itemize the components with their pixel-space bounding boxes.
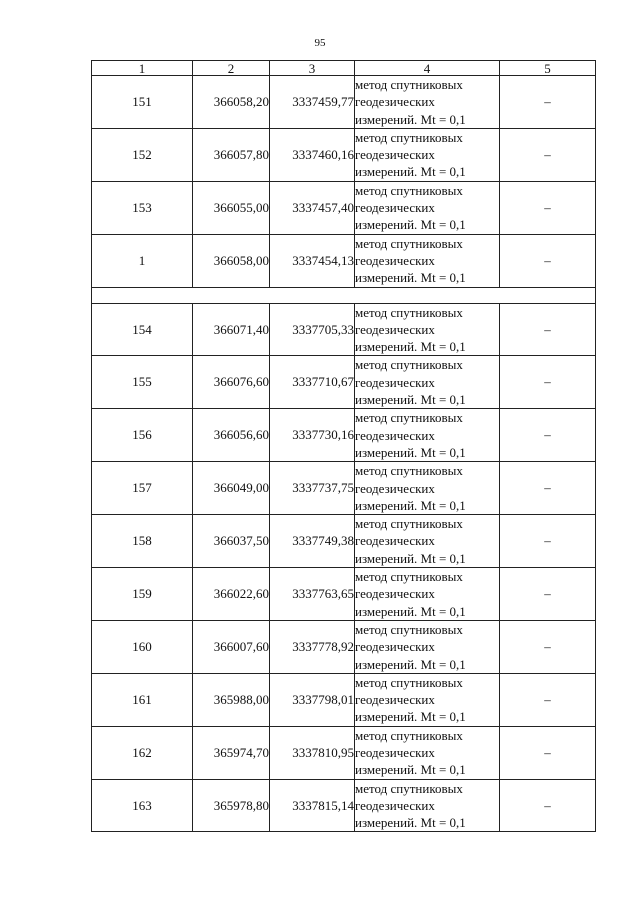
method-line: измерений. Mt = 0,1 — [355, 762, 466, 778]
method-cell — [355, 76, 500, 129]
method-cell — [355, 726, 500, 779]
table-row — [92, 181, 596, 234]
point-number-cell: 151 — [92, 76, 193, 129]
column-5-cell: – — [500, 779, 596, 832]
method-line: геодезических — [355, 744, 435, 760]
x-coordinate-cell: 366056,60 — [193, 409, 270, 462]
method-line: измерений. Mt = 0,1 — [355, 270, 466, 286]
y-coordinate-cell: 3337778,92 — [270, 620, 355, 673]
method-line: измерений. Mt = 0,1 — [355, 550, 466, 566]
column-5-cell: – — [500, 726, 596, 779]
method-line: геодезических — [355, 200, 435, 216]
y-coordinate-cell: 3337459,77 — [270, 76, 355, 129]
method-line: измерений. Mt = 0,1 — [355, 497, 466, 513]
method-line: метод спутниковых — [355, 780, 463, 796]
point-number-cell: 159 — [92, 568, 193, 621]
method-line: метод спутниковых — [355, 516, 463, 532]
table-row — [92, 620, 596, 673]
y-coordinate-cell: 3337460,16 — [270, 128, 355, 181]
method-line: геодезических — [355, 480, 435, 496]
x-coordinate-cell: 365988,00 — [193, 673, 270, 726]
column-header: 1 — [92, 61, 193, 76]
method-line: измерений. Mt = 0,1 — [355, 656, 466, 672]
method-line: метод спутниковых — [355, 129, 463, 145]
column-5-cell: – — [500, 462, 596, 515]
table-header-row — [92, 61, 596, 76]
point-number-cell: 152 — [92, 128, 193, 181]
table-row — [92, 515, 596, 568]
method-line: метод спутниковых — [355, 621, 463, 637]
column-5-cell: – — [500, 303, 596, 356]
method-line: измерений. Mt = 0,1 — [355, 217, 466, 233]
method-line: метод спутниковых — [355, 727, 463, 743]
x-coordinate-cell: 366022,60 — [193, 568, 270, 621]
method-cell — [355, 673, 500, 726]
table-row — [92, 462, 596, 515]
method-line: геодезических — [355, 252, 435, 268]
method-line: метод спутниковых — [355, 77, 463, 92]
table-row — [92, 76, 596, 129]
point-number-cell: 163 — [92, 779, 193, 832]
table-row — [92, 356, 596, 409]
method-line: геодезических — [355, 94, 435, 110]
y-coordinate-cell: 3337730,16 — [270, 409, 355, 462]
method-line: геодезических — [355, 533, 435, 549]
method-line: геодезических — [355, 692, 435, 708]
x-coordinate-cell: 366007,60 — [193, 620, 270, 673]
method-line: измерений. Mt = 0,1 — [355, 444, 466, 460]
method-cell — [355, 356, 500, 409]
method-cell — [355, 303, 500, 356]
method-cell — [355, 779, 500, 832]
column-5-cell: – — [500, 515, 596, 568]
method-line: геодезических — [355, 586, 435, 602]
point-number-cell: 161 — [92, 673, 193, 726]
method-line: измерений. Mt = 0,1 — [355, 111, 466, 127]
y-coordinate-cell: 3337705,33 — [270, 303, 355, 356]
column-header: 3 — [270, 61, 355, 76]
separator-row — [92, 287, 596, 303]
method-line: измерений. Mt = 0,1 — [355, 164, 466, 180]
page-number: 95 — [314, 37, 326, 49]
x-coordinate-cell: 366058,00 — [193, 234, 270, 287]
method-cell — [355, 181, 500, 234]
table-row — [92, 234, 596, 287]
table-row — [92, 673, 596, 726]
point-number-cell: 162 — [92, 726, 193, 779]
method-cell — [355, 234, 500, 287]
table-row — [92, 128, 596, 181]
method-cell — [355, 409, 500, 462]
column-5-cell: – — [500, 356, 596, 409]
method-line: метод спутниковых — [355, 674, 463, 690]
x-coordinate-cell: 366057,80 — [193, 128, 270, 181]
x-coordinate-cell: 365978,80 — [193, 779, 270, 832]
point-number-cell: 153 — [92, 181, 193, 234]
column-header: 2 — [193, 61, 270, 76]
column-5-cell: – — [500, 673, 596, 726]
method-line: геодезических — [355, 639, 435, 655]
method-line: геодезических — [355, 321, 435, 337]
column-header: 5 — [500, 61, 596, 76]
method-line: измерений. Mt = 0,1 — [355, 392, 466, 408]
x-coordinate-cell: 366058,20 — [193, 76, 270, 129]
method-line: измерений. Mt = 0,1 — [355, 603, 466, 619]
method-line: геодезических — [355, 147, 435, 163]
column-5-cell: – — [500, 234, 596, 287]
y-coordinate-cell: 3337457,40 — [270, 181, 355, 234]
y-coordinate-cell: 3337737,75 — [270, 462, 355, 515]
table-row — [92, 303, 596, 356]
method-line: метод спутниковых — [355, 235, 463, 251]
y-coordinate-cell: 3337749,38 — [270, 515, 355, 568]
coordinates-table — [91, 60, 596, 832]
method-line: геодезических — [355, 427, 435, 443]
y-coordinate-cell: 3337710,67 — [270, 356, 355, 409]
column-5-cell: – — [500, 409, 596, 462]
method-cell — [355, 462, 500, 515]
separator-cell — [92, 287, 596, 303]
y-coordinate-cell: 3337454,13 — [270, 234, 355, 287]
x-coordinate-cell: 366055,00 — [193, 181, 270, 234]
method-line: метод спутниковых — [355, 304, 463, 320]
method-line: измерений. Mt = 0,1 — [355, 339, 466, 355]
method-cell — [355, 515, 500, 568]
table-row — [92, 726, 596, 779]
column-header: 4 — [355, 61, 500, 76]
method-cell — [355, 128, 500, 181]
x-coordinate-cell: 366076,60 — [193, 356, 270, 409]
column-5-cell: – — [500, 128, 596, 181]
method-line: метод спутниковых — [355, 182, 463, 198]
method-line: измерений. Mt = 0,1 — [355, 815, 466, 831]
point-number-cell: 160 — [92, 620, 193, 673]
table-row — [92, 409, 596, 462]
point-number-cell: 158 — [92, 515, 193, 568]
y-coordinate-cell: 3337810,95 — [270, 726, 355, 779]
method-line: метод спутниковых — [355, 357, 463, 373]
x-coordinate-cell: 366049,00 — [193, 462, 270, 515]
point-number-cell: 156 — [92, 409, 193, 462]
method-cell — [355, 620, 500, 673]
method-cell — [355, 568, 500, 621]
table-row — [92, 568, 596, 621]
point-number-cell: 154 — [92, 303, 193, 356]
y-coordinate-cell: 3337763,65 — [270, 568, 355, 621]
point-number-cell: 155 — [92, 356, 193, 409]
point-number-cell: 157 — [92, 462, 193, 515]
column-5-cell: – — [500, 76, 596, 129]
x-coordinate-cell: 366037,50 — [193, 515, 270, 568]
x-coordinate-cell: 365974,70 — [193, 726, 270, 779]
method-line: геодезических — [355, 797, 435, 813]
point-number-cell: 1 — [92, 234, 193, 287]
y-coordinate-cell: 3337798,01 — [270, 673, 355, 726]
method-line: измерений. Mt = 0,1 — [355, 709, 466, 725]
column-5-cell: – — [500, 181, 596, 234]
column-5-cell: – — [500, 620, 596, 673]
table-row — [92, 779, 596, 832]
column-5-cell: – — [500, 568, 596, 621]
y-coordinate-cell: 3337815,14 — [270, 779, 355, 832]
method-line: метод спутниковых — [355, 410, 463, 426]
method-line: метод спутниковых — [355, 463, 463, 479]
x-coordinate-cell: 366071,40 — [193, 303, 270, 356]
method-line: метод спутниковых — [355, 569, 463, 585]
method-line: геодезических — [355, 374, 435, 390]
